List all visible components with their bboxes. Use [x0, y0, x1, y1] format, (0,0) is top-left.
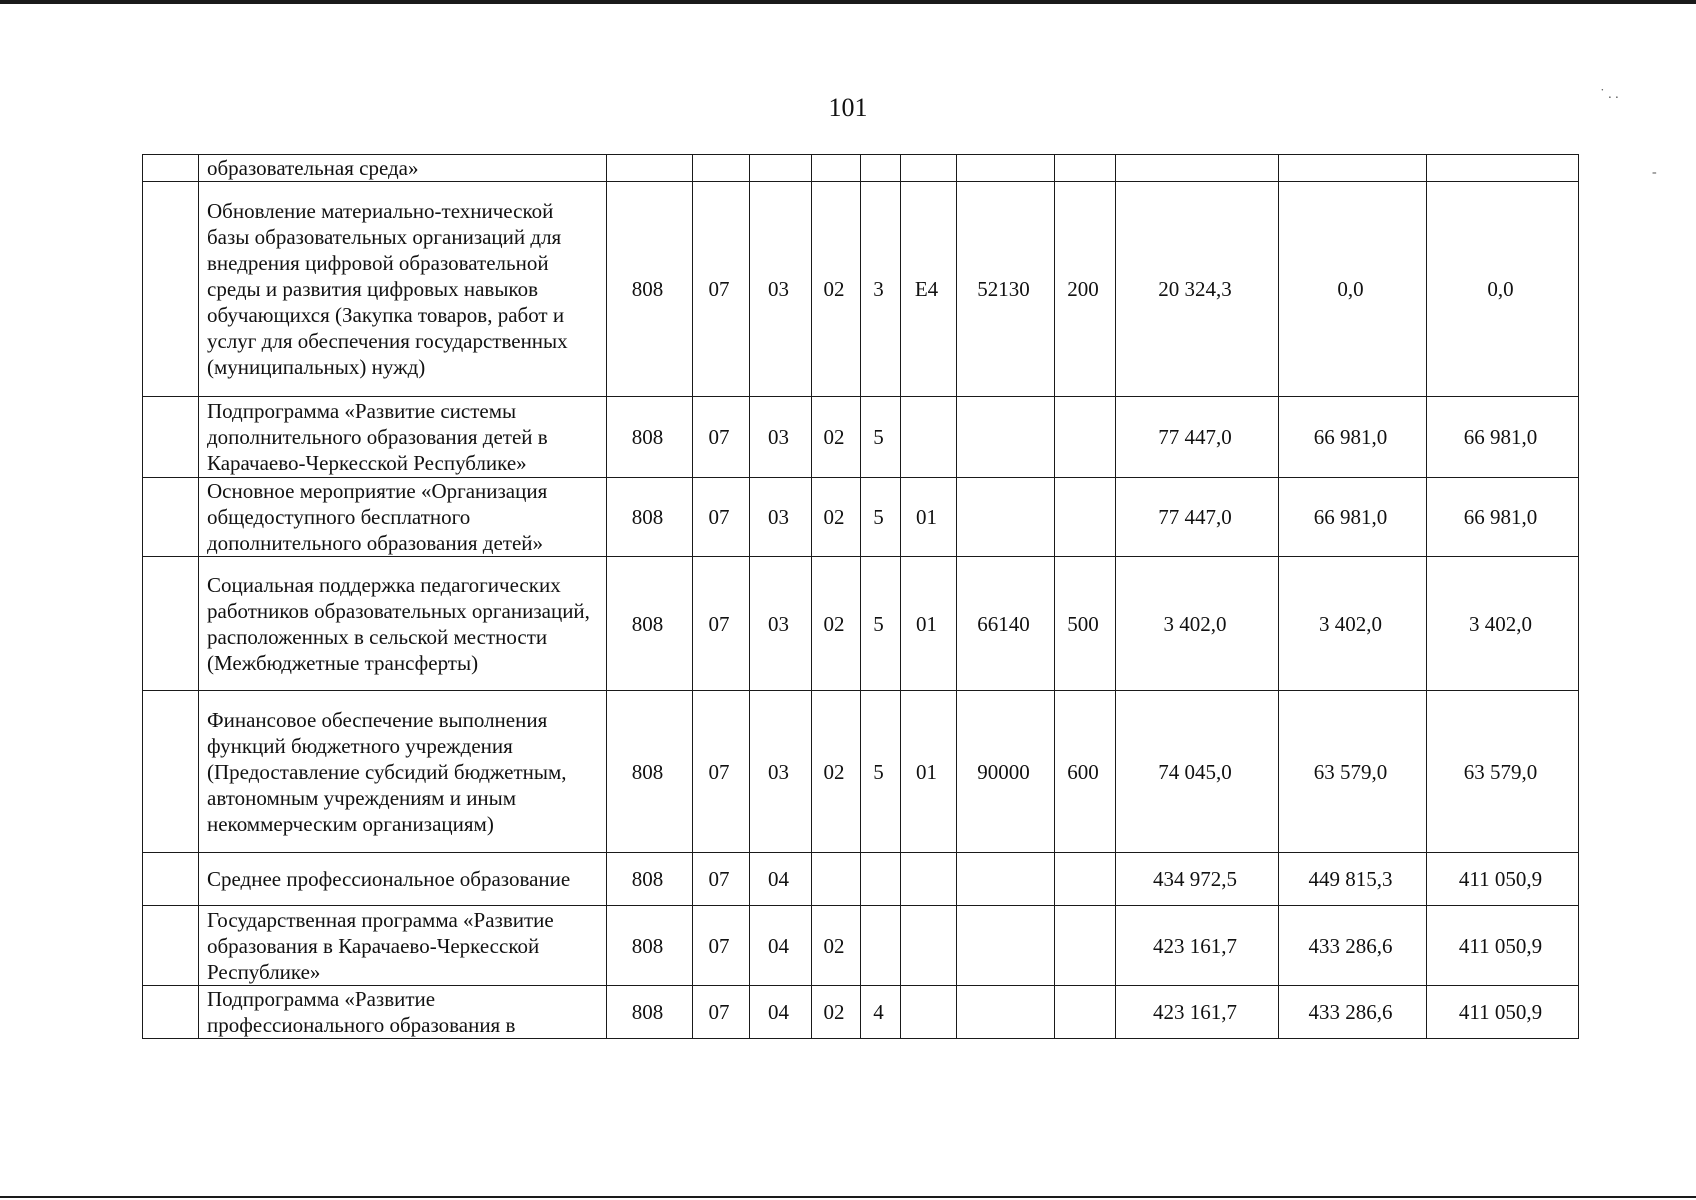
- main-event-code: [901, 155, 957, 182]
- item-name: образовательная среда»: [199, 155, 607, 182]
- scan-speck: -: [1652, 165, 1657, 180]
- year2-amount: [1279, 155, 1427, 182]
- direction-code: [957, 397, 1055, 478]
- program-code: 02: [812, 557, 861, 691]
- item-name: Финансовое обеспечение выполнения функций бюджетного учреждения (Предоставление субсидий бюджетным, автономным учреждениям и иным некоммерческим организациям): [199, 691, 607, 853]
- year3-amount: 0,0: [1427, 182, 1579, 397]
- table-row: [143, 986, 1579, 1039]
- vr-code: [1055, 478, 1116, 557]
- year1-amount: 423 161,7: [1116, 906, 1279, 986]
- pr-code: 04: [750, 906, 812, 986]
- rz-code: 07: [693, 182, 750, 397]
- direction-code: [957, 155, 1055, 182]
- main-event-code: 01: [901, 478, 957, 557]
- year3-amount: 66 981,0: [1427, 478, 1579, 557]
- main-event-code: [901, 906, 957, 986]
- vr-code: 500: [1055, 557, 1116, 691]
- program-code: [812, 853, 861, 906]
- item-name: Социальная поддержка педагогических работников образовательных организаций, расположенных в сельской местности (Межбюджетные трансферты): [199, 557, 607, 691]
- ved-code: 808: [607, 691, 693, 853]
- pr-code: 04: [750, 986, 812, 1039]
- program-code: 02: [812, 397, 861, 478]
- item-name: Подпрограмма «Развитие профессионального образования в: [199, 986, 607, 1039]
- table-row: [143, 906, 1579, 986]
- pr-code: 04: [750, 853, 812, 906]
- year2-amount: 66 981,0: [1279, 478, 1427, 557]
- year1-amount: 77 447,0: [1116, 397, 1279, 478]
- direction-code: [957, 986, 1055, 1039]
- item-name: Подпрограмма «Развитие системы дополнительного образования детей в Карачаево-Черкесской Республике»: [199, 397, 607, 478]
- main-event-code: [901, 853, 957, 906]
- main-event-code: 01: [901, 557, 957, 691]
- ved-code: [607, 155, 693, 182]
- blank-cell: [143, 853, 199, 906]
- subprogram-code: 3: [861, 182, 901, 397]
- item-name: Среднее профессиональное образование: [199, 853, 607, 906]
- year1-amount: [1116, 155, 1279, 182]
- blank-cell: [143, 478, 199, 557]
- ved-code: 808: [607, 906, 693, 986]
- item-name: Основное мероприятие «Организация общедоступного бесплатного дополнительного образования детей»: [199, 478, 607, 557]
- ved-code: 808: [607, 557, 693, 691]
- table-row: [143, 557, 1579, 691]
- year3-amount: 411 050,9: [1427, 986, 1579, 1039]
- blank-cell: [143, 906, 199, 986]
- pr-code: 03: [750, 478, 812, 557]
- subprogram-code: [861, 853, 901, 906]
- year3-amount: 3 402,0: [1427, 557, 1579, 691]
- year2-amount: 66 981,0: [1279, 397, 1427, 478]
- vr-code: 200: [1055, 182, 1116, 397]
- vr-code: [1055, 906, 1116, 986]
- rz-code: 07: [693, 853, 750, 906]
- program-code: 02: [812, 906, 861, 986]
- main-event-code: [901, 986, 957, 1039]
- scan-edge-top: [0, 0, 1696, 4]
- year2-amount: 0,0: [1279, 182, 1427, 397]
- table-row: [143, 397, 1579, 478]
- rz-code: 07: [693, 906, 750, 986]
- ved-code: 808: [607, 986, 693, 1039]
- blank-cell: [143, 557, 199, 691]
- program-code: 02: [812, 478, 861, 557]
- vr-code: 600: [1055, 691, 1116, 853]
- blank-cell: [143, 986, 199, 1039]
- year1-amount: 74 045,0: [1116, 691, 1279, 853]
- table-row: [143, 155, 1579, 182]
- main-event-code: 01: [901, 691, 957, 853]
- table-row: [143, 182, 1579, 397]
- program-code: [812, 155, 861, 182]
- year3-amount: 411 050,9: [1427, 853, 1579, 906]
- table-row: [143, 691, 1579, 853]
- table-row: [143, 478, 1579, 557]
- year3-amount: [1427, 155, 1579, 182]
- year1-amount: 3 402,0: [1116, 557, 1279, 691]
- direction-code: 52130: [957, 182, 1055, 397]
- program-code: 02: [812, 986, 861, 1039]
- rz-code: 07: [693, 691, 750, 853]
- year2-amount: 3 402,0: [1279, 557, 1427, 691]
- subprogram-code: 5: [861, 478, 901, 557]
- blank-cell: [143, 397, 199, 478]
- subprogram-code: 5: [861, 397, 901, 478]
- ved-code: 808: [607, 853, 693, 906]
- vr-code: [1055, 155, 1116, 182]
- table-body: [143, 155, 1579, 1039]
- vr-code: [1055, 853, 1116, 906]
- year1-amount: 434 972,5: [1116, 853, 1279, 906]
- subprogram-code: 4: [861, 986, 901, 1039]
- direction-code: [957, 906, 1055, 986]
- ved-code: 808: [607, 397, 693, 478]
- main-event-code: E4: [901, 182, 957, 397]
- vr-code: [1055, 986, 1116, 1039]
- pr-code: [750, 155, 812, 182]
- subprogram-code: 5: [861, 557, 901, 691]
- main-event-code: [901, 397, 957, 478]
- rz-code: 07: [693, 397, 750, 478]
- scan-edge-bottom: [0, 1196, 1696, 1198]
- program-code: 02: [812, 182, 861, 397]
- page-number: 101: [828, 93, 868, 122]
- year2-amount: 449 815,3: [1279, 853, 1427, 906]
- subprogram-code: 5: [861, 691, 901, 853]
- subprogram-code: [861, 155, 901, 182]
- table-row: [143, 853, 1579, 906]
- year1-amount: 20 324,3: [1116, 182, 1279, 397]
- direction-code: 90000: [957, 691, 1055, 853]
- pr-code: 03: [750, 397, 812, 478]
- budget-table: [142, 154, 1579, 1039]
- ved-code: 808: [607, 182, 693, 397]
- vr-code: [1055, 397, 1116, 478]
- rz-code: [693, 155, 750, 182]
- direction-code: 66140: [957, 557, 1055, 691]
- ved-code: 808: [607, 478, 693, 557]
- year2-amount: 433 286,6: [1279, 906, 1427, 986]
- item-name: Государственная программа «Развитие образования в Карачаево-Черкесской Республике»: [199, 906, 607, 986]
- year3-amount: 66 981,0: [1427, 397, 1579, 478]
- blank-cell: [143, 182, 199, 397]
- subprogram-code: [861, 906, 901, 986]
- direction-code: [957, 853, 1055, 906]
- scan-speck: ˙ . .: [1600, 87, 1619, 102]
- year2-amount: 63 579,0: [1279, 691, 1427, 853]
- blank-cell: [143, 691, 199, 853]
- rz-code: 07: [693, 557, 750, 691]
- year3-amount: 63 579,0: [1427, 691, 1579, 853]
- pr-code: 03: [750, 691, 812, 853]
- year1-amount: 77 447,0: [1116, 478, 1279, 557]
- program-code: 02: [812, 691, 861, 853]
- blank-cell: [143, 155, 199, 182]
- direction-code: [957, 478, 1055, 557]
- pr-code: 03: [750, 182, 812, 397]
- rz-code: 07: [693, 986, 750, 1039]
- pr-code: 03: [750, 557, 812, 691]
- year2-amount: 433 286,6: [1279, 986, 1427, 1039]
- rz-code: 07: [693, 478, 750, 557]
- item-name: Обновление материально-технической базы образовательных организаций для внедрения цифровой образовательной среды и развития цифровых навыков обучающихся (Закупка товаров, работ и услуг для обеспечения государственных (муниципальных) нужд): [199, 182, 607, 397]
- year3-amount: 411 050,9: [1427, 906, 1579, 986]
- year1-amount: 423 161,7: [1116, 986, 1279, 1039]
